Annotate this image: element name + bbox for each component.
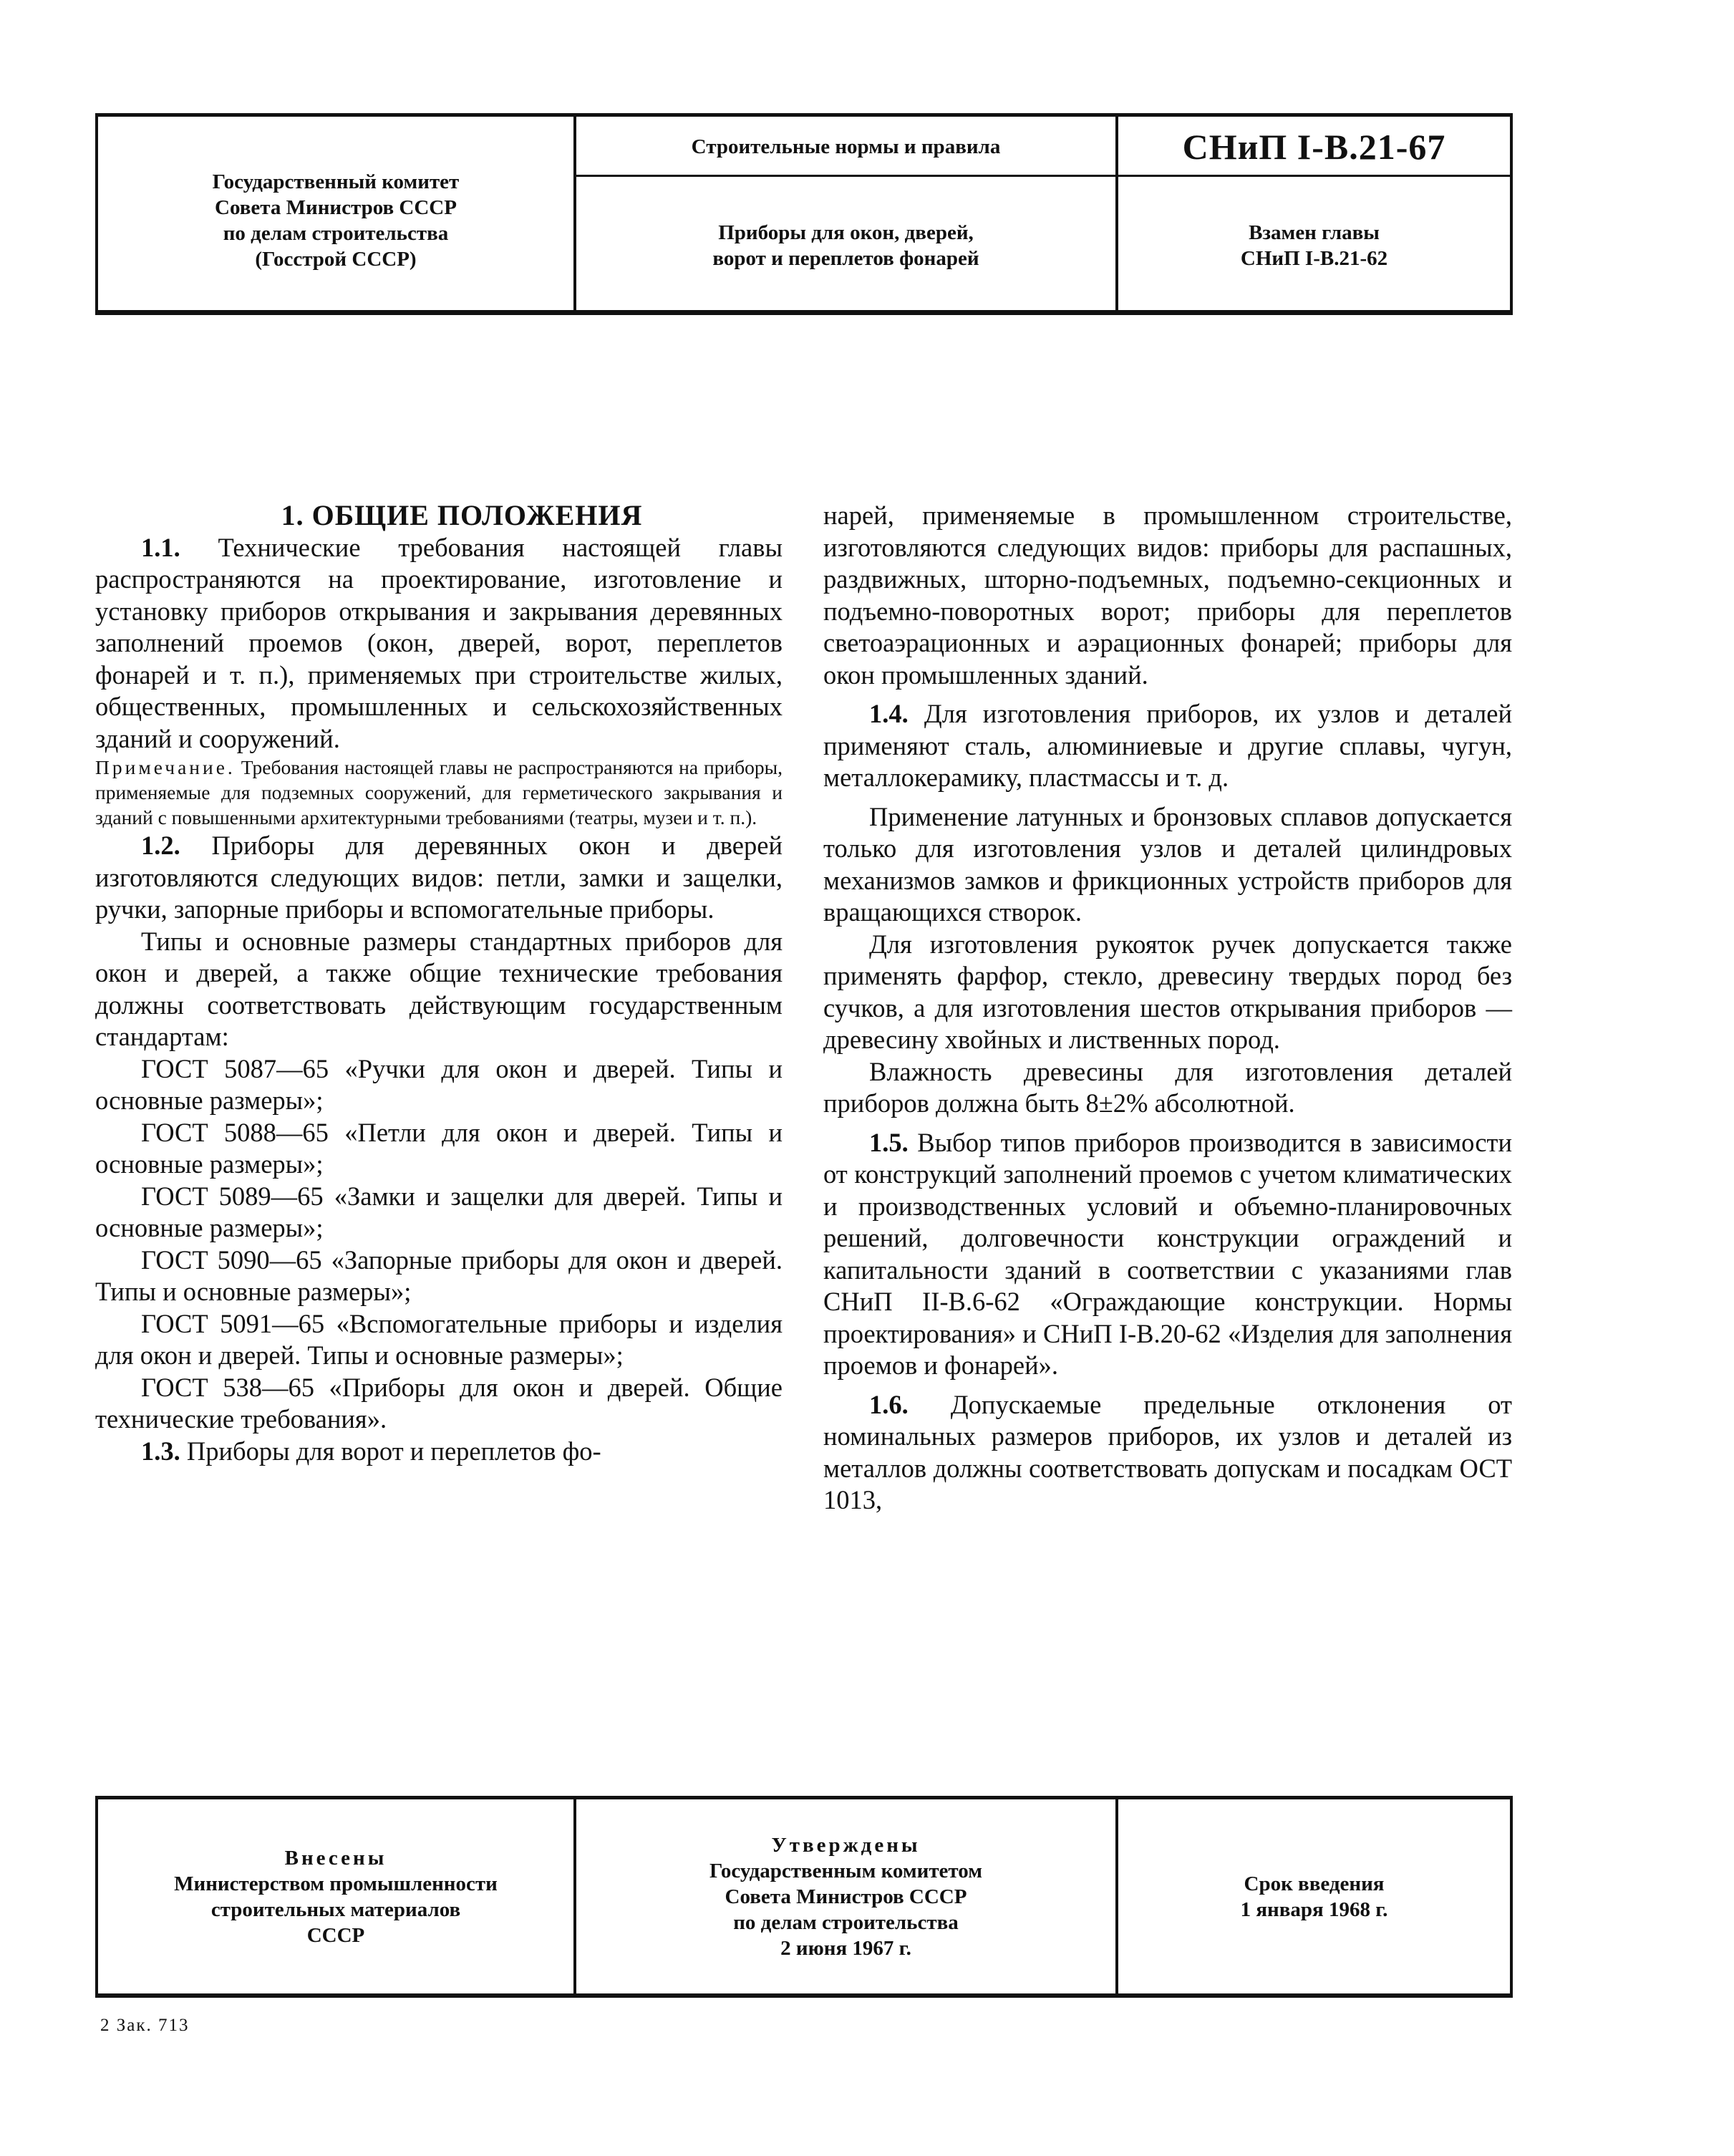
paragraph-text: Для изготовления приборов, их узлов и деталей применяют сталь, алюминиевые и другие сплавы, чугун, металлокерамику, пластмассы и т. д.	[823, 699, 1512, 792]
paragraph-1-4	[823, 698, 1512, 794]
footer-left-border	[95, 1796, 98, 1998]
introduced-by	[101, 1803, 571, 1991]
subject-line: ворот и переплетов фонарей	[712, 247, 979, 270]
paragraph-number: 1.1.	[141, 532, 180, 562]
doc-code: СНиП I-B.21-67	[1182, 126, 1446, 167]
paragraph-1-3	[95, 1436, 783, 1468]
doc-subject	[576, 185, 1115, 306]
section-title: 1. ОБЩИЕ ПОЛОЖЕНИЯ	[281, 499, 643, 531]
paragraph-number: 1.4.	[869, 699, 909, 728]
issuer-line: Совета Министров СССР	[215, 195, 457, 219]
introduced-label: Внесены	[284, 1847, 387, 1870]
approved-by	[576, 1803, 1115, 1991]
paragraph-1-2	[95, 830, 783, 926]
effective-line: 1 января 1968 г.	[1240, 1898, 1388, 1921]
footer-right-border	[1510, 1796, 1513, 1998]
introduced-line: строительных материалов	[210, 1898, 461, 1921]
approved-line: Совета Министров СССР	[725, 1885, 967, 1908]
replaces-line: СНиП I-B.21-62	[1240, 247, 1388, 270]
right-column	[823, 500, 1512, 1517]
approved-label: Утверждены	[771, 1834, 921, 1857]
replaces	[1118, 185, 1510, 306]
footer-bottom-rule	[95, 1993, 1513, 1998]
paragraph-1-5	[823, 1127, 1512, 1382]
paragraph-1-6	[823, 1389, 1512, 1517]
approved-line: Государственным комитетом	[709, 1860, 982, 1882]
gost-item: ГОСТ 5091—65 «Вспомогательные приборы и изделия для окон и дверей. Типы и основные размеры»;	[95, 1308, 783, 1370]
paragraph-1-2-b: Типы и основные размеры стандартных приборов для окон и дверей, а также общие технические требования должны соответствовать действующим государственным стандартам:	[95, 926, 783, 1051]
issuer	[101, 135, 571, 306]
introduced-line: СССР	[306, 1924, 365, 1947]
paragraph-text: Допускаемые предельные отклонения от номинальных размеров приборов, их узлов и деталей из металлов должны соответствовать допускам и посадкам ОСТ 1013,	[823, 1389, 1513, 1514]
header-bottom-rule	[95, 310, 1513, 315]
order-mark: 2 Зак. 713	[100, 2016, 190, 2035]
header-mid-rule	[576, 175, 1115, 177]
header-block	[95, 113, 1513, 315]
paragraph-text: Приборы для деревянных окон и дверей изготовляются следующих видов: петли, замки и защелки, ручки, запорные приборы и вспомогательные приборы.	[95, 831, 783, 924]
paragraph-1-4-d: Влажность древесины для изготовления деталей приборов должна быть 8±2% абсолютной.	[823, 1056, 1512, 1118]
paragraph-1-3-cont: нарей, применяемые в промышленном строительстве, изготовляются следующих видов: приборы для распашных, раздвижных, шторно-подъемных, подъемно-секционных и подъемно-поворотных ворот; приборы для переплетов светоаэрационных и аэрационных фонарей; приборы для окон промышленных зданий.	[823, 501, 1512, 690]
replaces-line: Взамен главы	[1249, 221, 1380, 244]
footer-top-rule	[95, 1796, 1513, 1799]
paragraph-1-1	[95, 532, 783, 755]
approved-line: по делам строительства	[733, 1911, 959, 1934]
issuer-line: Государственный комитет	[212, 170, 460, 193]
note-text: Требования настоящей главы не распространяются на приборы, применяемые для подземных сооружений, для герметического закрывания и зданий с повышенными архитектурными требованиями (театры, музеи и т. п.).	[95, 756, 783, 828]
gost-item: ГОСТ 5088—65 «Петли для окон и дверей. Типы и основные размеры»;	[95, 1117, 783, 1179]
header-top-rule	[95, 113, 1513, 117]
approved-line: 2 июня 1967 г.	[780, 1937, 911, 1960]
gost-item: ГОСТ 5087—65 «Ручки для окон и дверей. Типы и основные размеры»;	[95, 1053, 783, 1115]
paragraph-number: 1.3.	[141, 1436, 180, 1466]
paragraph-number: 1.2.	[141, 831, 180, 860]
paragraph-number: 1.6.	[869, 1389, 909, 1419]
paragraph-text: Выбор типов приборов производится в зависимости от конструкций заполнений проемов с учетом климатических и производственных условий и объемно-планировочных решений, долговечности конструкции ограждений и капитальности зданий в соответствии с указаниями глав СНиП II-B.6-62 «Ограждающие конструкции. Нормы проектирования» и СНиП I-B.20-62 «Изделия для заполнения проемов и фонарей».	[823, 1127, 1513, 1380]
paragraph-number: 1.5.	[869, 1127, 909, 1157]
header-left-border	[95, 113, 98, 315]
paragraph-text: Технические требования настоящей главы распространяются на проектирование, изготовление и установку приборов открывания и закрывания деревянных заполнений проемов (окон, дверей, ворот, переплетов фонарей и т. п.), применяемых при строительстве жилых, общественных, промышленных и сельскохозяйственных зданий и сооружений.	[95, 532, 783, 753]
effective-line: Срок введения	[1244, 1872, 1385, 1895]
gost-item: ГОСТ 5090—65 «Запорные приборы для окон и дверей. Типы и основные размеры»;	[95, 1244, 783, 1306]
header-right-border	[1510, 113, 1513, 315]
footer-block	[95, 1796, 1513, 1998]
paragraph-text: Приборы для ворот и переплетов фо-	[186, 1436, 601, 1466]
doc-type: Строительные нормы и правила	[691, 135, 1001, 158]
introduced-line: Министерством промышленности	[174, 1872, 498, 1895]
subject-line: Приборы для окон, дверей,	[718, 221, 974, 244]
header-right-rule	[1118, 175, 1510, 177]
note	[95, 755, 783, 830]
note-label: Примечание.	[95, 756, 236, 778]
left-column	[95, 500, 783, 1467]
paragraph-1-4-b: Применение латунных и бронзовых сплавов допускается только для изготовления узлов и деталей цилиндровых механизмов замков и фрикционных устройств приборов для вращающихся створок.	[823, 801, 1512, 927]
paragraph-1-4-c: Для изготовления рукояток ручек допускается также применять фарфор, стекло, древесину твердых пород без сучков, а для изготовления шестов открывания приборов — древесину хвойных и лиственных пород.	[823, 929, 1512, 1054]
effective-date	[1118, 1803, 1510, 1991]
gost-item: ГОСТ 538—65 «Приборы для окон и дверей. Общие технические требования».	[95, 1372, 783, 1434]
issuer-line: (Госстрой СССР)	[255, 248, 417, 271]
issuer-line: по делам строительства	[223, 222, 449, 245]
gost-item: ГОСТ 5089—65 «Замки и защелки для дверей. Типы и основные размеры»;	[95, 1181, 783, 1242]
